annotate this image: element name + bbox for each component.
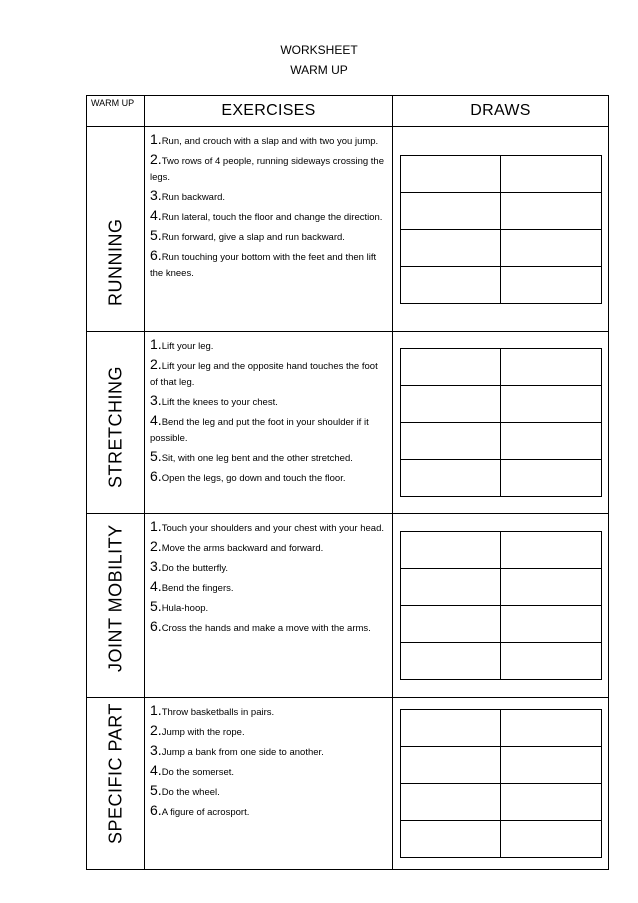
worksheet-title: WORKSHEET <box>280 43 358 57</box>
exercise-item: 5.Do the wheel. <box>150 782 220 798</box>
draw-grid <box>400 531 602 680</box>
draw-box[interactable] <box>501 386 602 423</box>
exercise-item: 1.Lift your leg. <box>150 336 214 352</box>
exercise-item: 4.Run lateral, touch the floor and change the direction. <box>150 207 383 223</box>
draw-box[interactable] <box>501 821 602 858</box>
draw-box[interactable] <box>501 710 602 747</box>
draw-box[interactable] <box>400 349 501 386</box>
draw-grid <box>400 709 602 858</box>
section-row-joint-mobility <box>87 514 609 698</box>
draw-box[interactable] <box>400 386 501 423</box>
section-label-cell <box>87 514 145 698</box>
draw-box[interactable] <box>501 460 602 497</box>
exercise-item: 2.Two rows of 4 people, running sideways crossing the legs. <box>150 151 385 183</box>
section-row-stretching <box>87 332 609 514</box>
draw-box[interactable] <box>501 423 602 460</box>
draw-box[interactable] <box>400 266 501 303</box>
draw-box[interactable] <box>400 192 501 229</box>
draw-grid <box>400 348 602 497</box>
exercise-item: 2.Move the arms backward and forward. <box>150 538 324 554</box>
header-row <box>87 96 609 127</box>
exercise-item: 6.Open the legs, go down and touch the floor. <box>150 468 346 484</box>
section-label: JOINT MOBILITY <box>105 524 125 672</box>
exercise-item: 3.Do the butterfly. <box>150 558 229 574</box>
section-row-running <box>87 127 609 332</box>
draw-box[interactable] <box>400 710 501 747</box>
worksheet-table <box>86 95 609 870</box>
exercise-item: 2.Lift your leg and the opposite hand touches the foot of that leg. <box>150 356 378 388</box>
exercise-list <box>145 332 393 514</box>
draw-box[interactable] <box>400 747 501 784</box>
section-label: RUNNING <box>105 218 125 306</box>
draw-box[interactable] <box>501 569 602 606</box>
draw-box[interactable] <box>400 569 501 606</box>
draw-box[interactable] <box>400 423 501 460</box>
exercise-list <box>145 127 393 332</box>
section-label-cell <box>87 332 145 514</box>
exercise-item: 3.Jump a bank from one side to another. <box>150 742 324 758</box>
exercise-item: 5.Sit, with one leg bent and the other stretched. <box>150 448 353 464</box>
section-label: SPECIFIC PART <box>105 703 125 844</box>
section-label-cell <box>87 127 145 332</box>
draw-box[interactable] <box>400 643 501 680</box>
draw-box[interactable] <box>400 606 501 643</box>
draw-box[interactable] <box>400 460 501 497</box>
draw-box[interactable] <box>501 192 602 229</box>
exercise-item: 6.Cross the hands and make a move with the arms. <box>150 618 371 634</box>
warm-up-header: WARM UP <box>87 96 145 127</box>
draw-area <box>393 332 609 514</box>
draw-box[interactable] <box>400 784 501 821</box>
draw-box[interactable] <box>501 784 602 821</box>
draw-box[interactable] <box>501 155 602 192</box>
exercises-header: EXERCISES <box>145 96 393 127</box>
exercise-item: 6.Run touching your bottom with the feet and then lift the knees. <box>150 247 377 279</box>
exercise-list <box>145 698 393 870</box>
exercise-item: 5.Run forward, give a slap and run backward. <box>150 227 345 243</box>
draw-box[interactable] <box>501 266 602 303</box>
draw-box[interactable] <box>400 532 501 569</box>
draw-box[interactable] <box>400 155 501 192</box>
draw-area <box>393 514 609 698</box>
section-row-specific-part <box>87 698 609 870</box>
exercise-item: 3.Lift the knees to your chest. <box>150 392 278 408</box>
exercise-item: 1.Run, and crouch with a slap and with two you jump. <box>150 131 379 147</box>
draw-grid <box>400 155 602 304</box>
exercise-item: 1.Throw basketballs in pairs. <box>150 702 275 718</box>
draw-box[interactable] <box>501 349 602 386</box>
exercise-item: 5.Hula-hoop. <box>150 598 209 614</box>
section-label: STRETCHING <box>105 366 125 488</box>
exercise-item: 1.Touch your shoulders and your chest with your head. <box>150 518 385 534</box>
exercise-item: 3.Run backward. <box>150 187 226 203</box>
draw-box[interactable] <box>400 821 501 858</box>
exercise-item: 4.Bend the fingers. <box>150 578 234 594</box>
exercise-item: 4.Bend the leg and put the foot in your shoulder if it possible. <box>150 412 369 444</box>
exercise-list <box>145 514 393 698</box>
worksheet-subtitle: WARM UP <box>290 63 348 77</box>
draw-box[interactable] <box>501 229 602 266</box>
exercise-item: 6.A figure of acrosport. <box>150 802 250 818</box>
exercise-item: 2.Jump with the rope. <box>150 722 245 738</box>
section-label-cell <box>87 698 145 870</box>
exercise-item: 4.Do the somerset. <box>150 762 235 778</box>
draw-box[interactable] <box>400 229 501 266</box>
draw-box[interactable] <box>501 532 602 569</box>
draws-header: DRAWS <box>393 96 609 127</box>
draw-box[interactable] <box>501 747 602 784</box>
draw-box[interactable] <box>501 606 602 643</box>
draw-box[interactable] <box>501 643 602 680</box>
draw-area <box>393 127 609 332</box>
draw-area <box>393 698 609 870</box>
